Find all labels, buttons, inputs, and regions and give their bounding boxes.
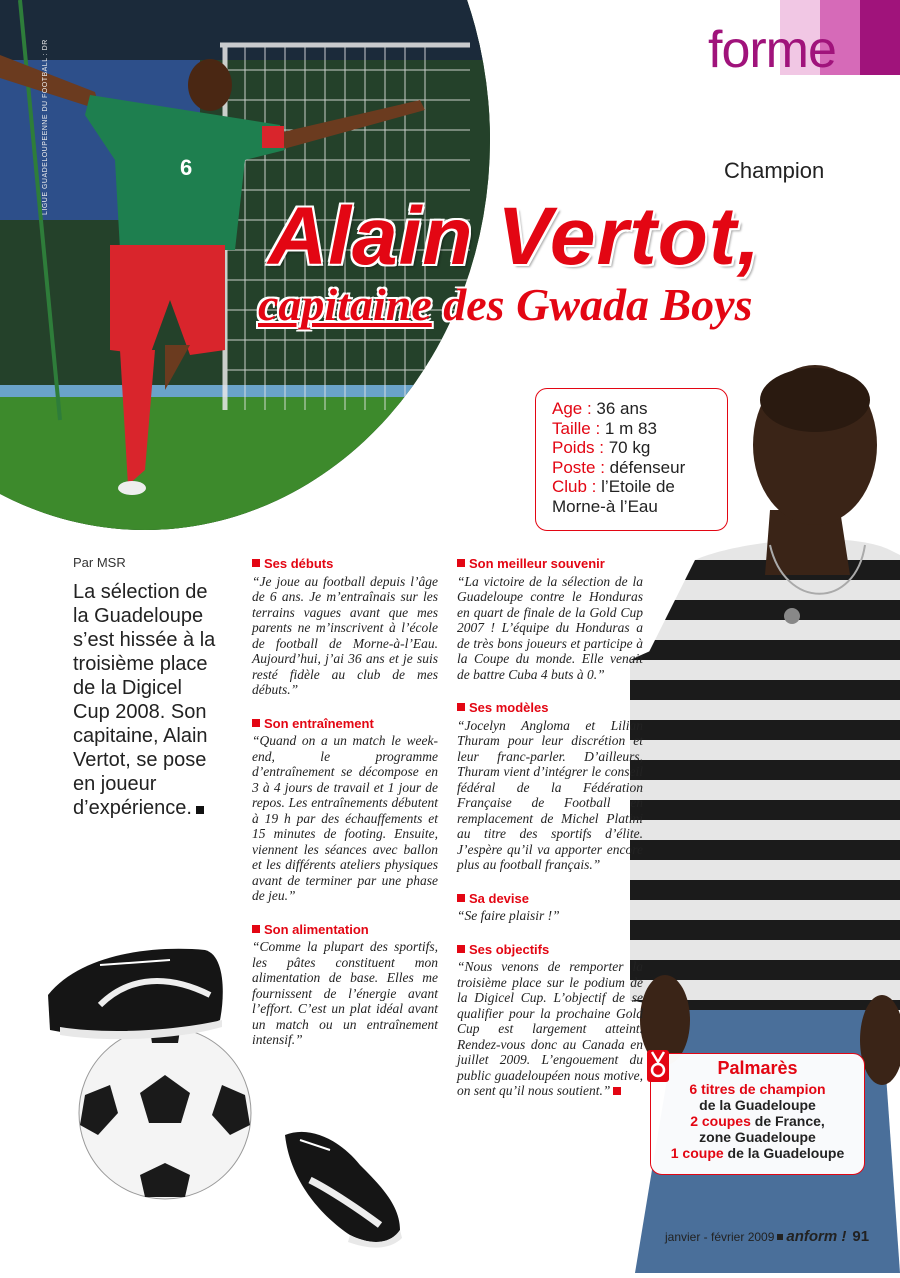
section-text: “Nous venons de remporter la troisième place sur le podium de la Digicel Cup. L’objectif de se qualifier pour la prochaine Gold Cup est largement atteint. Rendez-vous donc au Canada en juillet 2009. L’engouement du public guadeloupéen nous motive, on sent qu’il nous soutient.” [457,959,643,1098]
section-text: “Comme la plupart des sportifs, les pâtes constituent mon alimentation de base. Elles me fournissent de l’énergie avant l’effort. C’est un plat idéal avant un match ou un entraînement intensif.” [252,939,438,1047]
palmares-line: de la Guadeloupe [699,1097,816,1113]
palmares-line: 1 coupe de la Guadeloupe [670,1145,845,1161]
svg-text:6: 6 [180,155,193,180]
issue-date: janvier - février 2009 [665,1230,775,1244]
palmares-box [650,1053,865,1175]
section-text: “La victoire de la sélection de la Guadeloupe contre le Honduras en quart de finale de la Gold Cup 2007 ! L’équipe du Honduras a de très bons joueurs et participe à la Coupe du monde. Elle venait de battre Cuba 4 buts à 0.” [457,573,643,682]
article-subtitle [258,278,753,331]
section-heading: Son alimentation [252,922,438,938]
section-text: “Jocelyn Angloma et Lilian Thuram pour leur discrétion et leur franc-parler. D’ailleurs, Thuram vient d’intégrer le conseil fédéral de la Fédération Française de Football en remplacement de Michel Platini au titre des sportifs d’élite. J’espère qu’il va apporter encore plus au football français.” [457,717,643,872]
page-number: 91 [852,1228,870,1245]
section-heading: Sa devise [457,891,643,907]
section-heading: Ses modèles [457,700,643,716]
section-text: “Je joue au football depuis l’âge de 6 ans. Je m’entraînais sur les terrains vagues avant que mes parents ne m’inscrivent à l’école de football de Morne-à-l’Eau. Aujourd’hui, j’ai 36 ans et je suis resté fidèle au club de mes débuts.” [252,573,438,697]
article-column-2 [457,556,643,1117]
profile-row: Taille : 1 m 83 [552,418,657,438]
profile-row: Poste : défenseur [552,457,686,477]
profile-row: Morne-à l’Eau [552,496,658,516]
shoe-image [280,1120,410,1250]
intro-text: La sélection de la Guadeloupe s’est hissée à la troisième place de la Digicel Cup 2008. Son capitaine, Alain Vertot, se pose en joueur d’expérience. [73,581,216,819]
profile-row: Poids : 70 kg [552,438,651,457]
end-mark-icon [613,1087,621,1095]
section-text: “Quand on a un match le week-end, le programme d’entraînement se décompose en 3 à 4 jours de travail et 1 jour de repos. Les entraînements débutent à 19 h par des échauffements et 15 minutes de footing. Ensuite, viennent les séances avec ballon et les différents ateliers physiques avant de terminer par une phase de jeu.” [252,733,438,903]
subtitle-word-capitaine: capitaine [258,279,432,330]
byline: Par MSR [73,555,126,570]
profile-row: Age : 36 ans [552,399,648,418]
section-text: “Se faire plaisir !” [457,908,560,923]
photo-credit: LIGUE GUADELOUPEENNE DU FOOTBALL : DR [42,39,49,215]
section-heading: Son entraînement [252,716,438,732]
palmares-line: 2 coupes de France, [690,1113,825,1129]
end-mark-icon [196,806,204,814]
article-title: Alain Vertot, [268,191,761,282]
separator-icon [777,1234,783,1240]
palmares-title: Palmarès [717,1058,798,1078]
profile-row: Club : l’Etoile de [552,477,675,496]
palmares-line: zone Guadeloupe [699,1129,816,1145]
medal-icon [647,1050,669,1082]
section-tag: forme [708,21,836,79]
ball-and-shoe-image [40,935,280,1205]
profile-box [535,388,728,531]
subtitle-rest: des Gwada Boys [431,279,753,330]
section-heading: Son meilleur souvenir [457,556,643,572]
magazine-brand: anform ! [786,1228,847,1245]
article-kicker: Champion [724,158,825,183]
section-heading: Ses débuts [252,556,438,572]
palmares-line: 6 titres de champion [689,1081,826,1097]
section-heading: Ses objectifs [457,942,643,958]
page-footer [665,1228,869,1245]
